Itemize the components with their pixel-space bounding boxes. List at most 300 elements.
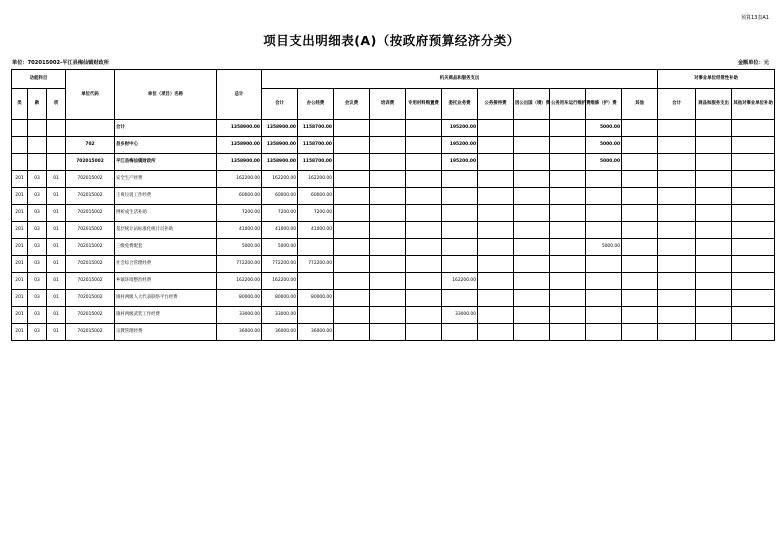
cell-amount <box>622 222 658 239</box>
cell-unit-code: 702015002 <box>66 154 115 171</box>
header-item: 项 <box>47 89 66 120</box>
header-total: 总计 <box>217 70 262 120</box>
cell-kind: 201 <box>12 290 28 307</box>
cell-amount <box>622 273 658 290</box>
cell-unit-name: 县乡财中心 <box>115 137 217 154</box>
cell-unit-name: 镇村两级人大代表联络平台经费 <box>115 290 217 307</box>
cell-item: 01 <box>47 307 66 324</box>
cell-amount <box>696 290 732 307</box>
cell-amount <box>696 154 732 171</box>
cell-amount <box>478 273 514 290</box>
cell-amount <box>514 324 550 341</box>
table-row <box>12 273 775 290</box>
header-goods-col: 办公经费 <box>298 89 334 120</box>
summary-row <box>12 154 775 171</box>
cell-amount <box>298 239 334 256</box>
cell-amount <box>370 188 406 205</box>
currency-unit-label: 金额单位：元 <box>737 60 769 66</box>
cell-unit-code: 702015002 <box>66 222 115 239</box>
cell-amount <box>406 154 442 171</box>
cell-amount <box>406 256 442 273</box>
cell-amount <box>406 239 442 256</box>
cell-amount: 7200.00 <box>262 205 298 222</box>
cell-amount <box>514 137 550 154</box>
cell-amount <box>696 307 732 324</box>
cell-amount <box>370 239 406 256</box>
cell-amount <box>622 239 658 256</box>
cell-amount <box>622 137 658 154</box>
cell-amount <box>478 137 514 154</box>
cell-amount <box>334 188 370 205</box>
cell-amount <box>658 239 696 256</box>
cell-amount <box>334 205 370 222</box>
cell-amount <box>514 307 550 324</box>
cell-amount: 5000.00 <box>586 137 622 154</box>
cell-amount: 36000.00 <box>262 324 298 341</box>
cell-amount <box>370 307 406 324</box>
cell-unit-code: 702015002 <box>66 290 115 307</box>
header-subsidy-col: 合计 <box>658 89 696 120</box>
unit-label: 单位：702015002-平江县梅仙镇财政所 <box>12 60 109 66</box>
cell-unit-code <box>66 120 115 137</box>
cell-amount: 1358900.00 <box>262 154 298 171</box>
cell-amount <box>622 154 658 171</box>
header-goods-col: 因公出国（境）费 <box>514 89 550 120</box>
cell-amount <box>622 205 658 222</box>
cell-amount <box>658 120 696 137</box>
table-row <box>12 324 775 341</box>
cell-amount <box>696 256 732 273</box>
report-code-label: 预算13表A1 <box>741 15 769 21</box>
cell-amount <box>550 324 586 341</box>
cell-amount <box>696 120 732 137</box>
cell-amount: 36000.00 <box>298 324 334 341</box>
cell-amount <box>406 171 442 188</box>
cell-section: 03 <box>28 222 47 239</box>
cell-amount <box>586 324 622 341</box>
cell-unit-name: 三级免费配套 <box>115 239 217 256</box>
expenditure-table <box>11 69 775 341</box>
cell-amount <box>696 188 732 205</box>
table-row <box>12 290 775 307</box>
cell-unit-code: 702015002 <box>66 273 115 290</box>
cell-amount: 5000.00 <box>586 154 622 171</box>
cell-amount <box>478 256 514 273</box>
cell-amount <box>658 307 696 324</box>
cell-amount <box>732 154 775 171</box>
cell-amount <box>334 171 370 188</box>
cell-amount <box>406 222 442 239</box>
cell-unit-name: 平江县梅仙镇财政所 <box>115 154 217 171</box>
cell-amount <box>658 324 696 341</box>
cell-total: 41000.00 <box>217 222 262 239</box>
cell-kind <box>12 137 28 154</box>
cell-amount <box>550 137 586 154</box>
cell-amount <box>442 222 478 239</box>
table-row <box>12 188 775 205</box>
cell-amount <box>658 205 696 222</box>
cell-amount: 195200.00 <box>442 120 478 137</box>
cell-unit-name: 安全生产经费 <box>115 171 217 188</box>
cell-amount: 5000.00 <box>262 239 298 256</box>
cell-amount <box>406 205 442 222</box>
cell-amount <box>334 137 370 154</box>
cell-amount <box>514 239 550 256</box>
cell-amount <box>406 137 442 154</box>
summary-row <box>12 120 775 137</box>
cell-total: 7200.00 <box>217 205 262 222</box>
cell-kind: 201 <box>12 256 28 273</box>
cell-section: 03 <box>28 307 47 324</box>
cell-amount <box>442 256 478 273</box>
cell-amount <box>442 205 478 222</box>
cell-amount <box>696 205 732 222</box>
cell-amount <box>514 205 550 222</box>
cell-amount <box>406 290 442 307</box>
cell-amount <box>586 290 622 307</box>
cell-section <box>28 154 47 171</box>
header-unit-code: 单位代码 <box>66 70 115 120</box>
cell-amount <box>514 120 550 137</box>
cell-amount <box>732 256 775 273</box>
cell-amount <box>658 171 696 188</box>
cell-amount <box>514 171 550 188</box>
cell-amount <box>586 188 622 205</box>
cell-amount <box>696 171 732 188</box>
page-title: 项目支出明细表(A)（按政府预算经济分类） <box>263 33 520 48</box>
cell-amount <box>550 256 586 273</box>
cell-amount <box>478 290 514 307</box>
cell-amount <box>658 188 696 205</box>
header-goods-col: 培训费 <box>370 89 406 120</box>
cell-amount <box>478 222 514 239</box>
cell-amount <box>514 188 550 205</box>
cell-amount <box>732 120 775 137</box>
cell-unit-code: 702015002 <box>66 324 115 341</box>
cell-amount <box>696 222 732 239</box>
cell-amount: 33000.00 <box>442 307 478 324</box>
cell-unit-code: 702015002 <box>66 188 115 205</box>
table-row <box>12 307 775 324</box>
cell-amount <box>370 256 406 273</box>
cell-unit-name: 社会综合管理经费 <box>115 256 217 273</box>
cell-amount: 1358900.00 <box>262 120 298 137</box>
header-goods-col: 专用材料购置费 <box>406 89 442 120</box>
cell-item <box>47 120 66 137</box>
table-row <box>12 205 775 222</box>
cell-amount <box>370 154 406 171</box>
cell-amount <box>370 171 406 188</box>
cell-amount <box>550 273 586 290</box>
cell-total: 1358900.00 <box>217 120 262 137</box>
cell-amount <box>622 171 658 188</box>
cell-amount <box>696 239 732 256</box>
cell-total: 33000.00 <box>217 307 262 324</box>
cell-section: 03 <box>28 256 47 273</box>
cell-amount: 195200.00 <box>442 154 478 171</box>
cell-amount <box>550 222 586 239</box>
cell-amount <box>732 273 775 290</box>
cell-amount <box>334 324 370 341</box>
cell-amount <box>334 290 370 307</box>
cell-amount <box>550 154 586 171</box>
cell-section: 03 <box>28 273 47 290</box>
cell-amount: 162200.00 <box>442 273 478 290</box>
cell-amount: 772200.00 <box>262 256 298 273</box>
cell-amount <box>550 120 586 137</box>
cell-amount <box>732 205 775 222</box>
cell-amount: 5000.00 <box>586 120 622 137</box>
cell-amount <box>514 256 550 273</box>
cell-amount <box>622 307 658 324</box>
cell-amount <box>442 171 478 188</box>
table-row <box>12 239 775 256</box>
table-row <box>12 256 775 273</box>
cell-amount <box>442 239 478 256</box>
cell-amount: 1158700.00 <box>298 120 334 137</box>
cell-kind: 201 <box>12 188 28 205</box>
cell-amount <box>658 137 696 154</box>
cell-section: 03 <box>28 171 47 188</box>
header-goods-col: 会议费 <box>334 89 370 120</box>
header-subsidy-col: 商品和服务支出 <box>696 89 732 120</box>
cell-amount <box>586 273 622 290</box>
cell-unit-name: 乡镇环境整治经费 <box>115 273 217 290</box>
cell-amount: 80000.00 <box>262 290 298 307</box>
cell-section <box>28 120 47 137</box>
cell-amount <box>550 171 586 188</box>
cell-amount <box>370 205 406 222</box>
cell-item <box>47 154 66 171</box>
cell-amount <box>622 290 658 307</box>
cell-amount <box>550 307 586 324</box>
cell-amount <box>406 120 442 137</box>
cell-amount <box>586 171 622 188</box>
cell-amount: 41000.00 <box>262 222 298 239</box>
cell-kind <box>12 154 28 171</box>
cell-kind: 201 <box>12 205 28 222</box>
header-kind: 类 <box>12 89 28 120</box>
header-goods-col: 公务用车运行维护费 <box>550 89 586 120</box>
cell-amount <box>586 256 622 273</box>
cell-item: 01 <box>47 171 66 188</box>
cell-total: 772200.00 <box>217 256 262 273</box>
cell-amount <box>370 290 406 307</box>
cell-kind: 201 <box>12 307 28 324</box>
cell-section: 03 <box>28 205 47 222</box>
cell-amount <box>732 324 775 341</box>
cell-amount <box>514 290 550 307</box>
cell-amount <box>478 239 514 256</box>
cell-amount <box>586 205 622 222</box>
cell-amount: 7200.00 <box>298 205 334 222</box>
cell-amount <box>586 222 622 239</box>
cell-amount <box>334 256 370 273</box>
cell-kind: 201 <box>12 239 28 256</box>
cell-unit-code: 702015002 <box>66 239 115 256</box>
cell-kind: 201 <box>12 324 28 341</box>
cell-amount <box>622 256 658 273</box>
cell-kind <box>12 120 28 137</box>
cell-total: 162200.00 <box>217 171 262 188</box>
cell-amount <box>550 188 586 205</box>
cell-unit-code: 702015002 <box>66 256 115 273</box>
header-goods-col: 维修（护）费 <box>586 89 622 120</box>
cell-total: 162200.00 <box>217 273 262 290</box>
header-goods-col: 其他 <box>622 89 658 120</box>
cell-amount <box>514 222 550 239</box>
cell-item: 01 <box>47 188 66 205</box>
cell-amount <box>478 307 514 324</box>
cell-amount: 1158700.00 <box>298 154 334 171</box>
cell-amount <box>732 239 775 256</box>
cell-amount <box>658 273 696 290</box>
cell-amount <box>732 290 775 307</box>
cell-amount <box>442 188 478 205</box>
cell-kind: 201 <box>12 273 28 290</box>
cell-unit-name: 镇村两级武装工作经费 <box>115 307 217 324</box>
cell-amount <box>478 120 514 137</box>
cell-amount <box>514 154 550 171</box>
cell-section: 03 <box>28 290 47 307</box>
cell-amount <box>370 324 406 341</box>
cell-amount <box>370 273 406 290</box>
cell-amount <box>658 154 696 171</box>
cell-amount <box>696 324 732 341</box>
cell-amount <box>622 120 658 137</box>
cell-unit-code: 702015002 <box>66 171 115 188</box>
cell-amount <box>478 154 514 171</box>
cell-amount <box>442 324 478 341</box>
cell-total: 80000.00 <box>217 290 262 307</box>
cell-amount <box>622 188 658 205</box>
cell-amount <box>550 205 586 222</box>
cell-amount <box>696 137 732 154</box>
cell-amount <box>622 324 658 341</box>
cell-section: 03 <box>28 239 47 256</box>
cell-amount: 60000.00 <box>298 188 334 205</box>
cell-amount <box>406 273 442 290</box>
cell-amount: 162200.00 <box>262 171 298 188</box>
cell-item: 01 <box>47 273 66 290</box>
cell-unit-code: 702 <box>66 137 115 154</box>
cell-amount: 195200.00 <box>442 137 478 154</box>
cell-amount: 60000.00 <box>262 188 298 205</box>
header-unit-name: 单位（项目）名称 <box>115 70 217 120</box>
cell-amount <box>334 154 370 171</box>
cell-amount <box>732 188 775 205</box>
cell-amount <box>334 307 370 324</box>
cell-total: 36000.00 <box>217 324 262 341</box>
cell-amount: 80000.00 <box>298 290 334 307</box>
cell-amount <box>514 273 550 290</box>
cell-amount <box>370 222 406 239</box>
cell-amount <box>732 307 775 324</box>
cell-total: 60000.00 <box>217 188 262 205</box>
cell-amount: 41000.00 <box>298 222 334 239</box>
cell-section: 03 <box>28 188 47 205</box>
cell-amount: 162200.00 <box>262 273 298 290</box>
cell-unit-name: 宗教管理经费 <box>115 324 217 341</box>
cell-amount <box>370 137 406 154</box>
cell-section: 03 <box>28 324 47 341</box>
cell-item: 01 <box>47 256 66 273</box>
cell-amount <box>478 324 514 341</box>
cell-section <box>28 137 47 154</box>
table-row <box>12 222 775 239</box>
cell-amount <box>550 290 586 307</box>
cell-amount <box>442 290 478 307</box>
cell-item: 01 <box>47 290 66 307</box>
cell-unit-name: 例析成生活补助 <box>115 205 217 222</box>
cell-amount <box>658 222 696 239</box>
cell-amount: 162200.00 <box>298 171 334 188</box>
cell-amount: 33000.00 <box>262 307 298 324</box>
header-group-subsidy: 对事业单位经常性补助 <box>658 70 775 89</box>
cell-amount <box>406 307 442 324</box>
cell-item: 01 <box>47 222 66 239</box>
cell-amount <box>478 205 514 222</box>
cell-item: 01 <box>47 239 66 256</box>
cell-amount <box>298 307 334 324</box>
cell-amount <box>334 222 370 239</box>
cell-unit-code: 702015002 <box>66 205 115 222</box>
cell-amount <box>658 290 696 307</box>
cell-total: 5000.00 <box>217 239 262 256</box>
header-section: 款 <box>28 89 47 120</box>
cell-amount <box>550 239 586 256</box>
cell-amount <box>696 273 732 290</box>
cell-amount: 1158700.00 <box>298 137 334 154</box>
cell-amount <box>478 171 514 188</box>
header-subsidy-col: 其他对事业单位补助 <box>732 89 775 120</box>
header-goods-col: 公务接待费 <box>478 89 514 120</box>
cell-amount: 5000.00 <box>586 239 622 256</box>
cell-amount: 1358900.00 <box>262 137 298 154</box>
header-func-subject: 功能科目 <box>12 70 66 89</box>
cell-unit-code: 702015002 <box>66 307 115 324</box>
cell-amount <box>732 137 775 154</box>
cell-amount <box>732 222 775 239</box>
header-group-goods: 机关商品和服务支出 <box>262 70 658 89</box>
cell-amount <box>406 188 442 205</box>
cell-total: 1358900.00 <box>217 137 262 154</box>
cell-amount <box>298 273 334 290</box>
cell-amount <box>334 273 370 290</box>
cell-kind: 201 <box>12 222 28 239</box>
cell-unit-name: 基层统计站标准化统计员补助 <box>115 222 217 239</box>
summary-row <box>12 137 775 154</box>
cell-amount <box>334 239 370 256</box>
cell-item: 01 <box>47 324 66 341</box>
cell-unit-name: 合计 <box>115 120 217 137</box>
cell-amount <box>370 120 406 137</box>
header-goods-col: 委托业务费 <box>442 89 478 120</box>
cell-amount <box>406 324 442 341</box>
cell-total: 1358900.00 <box>217 154 262 171</box>
cell-amount <box>334 120 370 137</box>
cell-unit-name: 王爽垃圾工作经费 <box>115 188 217 205</box>
cell-amount <box>478 188 514 205</box>
cell-item <box>47 137 66 154</box>
cell-kind: 201 <box>12 171 28 188</box>
cell-amount <box>586 307 622 324</box>
cell-amount: 772200.00 <box>298 256 334 273</box>
table-row <box>12 171 775 188</box>
cell-amount <box>732 171 775 188</box>
cell-item: 01 <box>47 205 66 222</box>
cell-amount <box>658 256 696 273</box>
